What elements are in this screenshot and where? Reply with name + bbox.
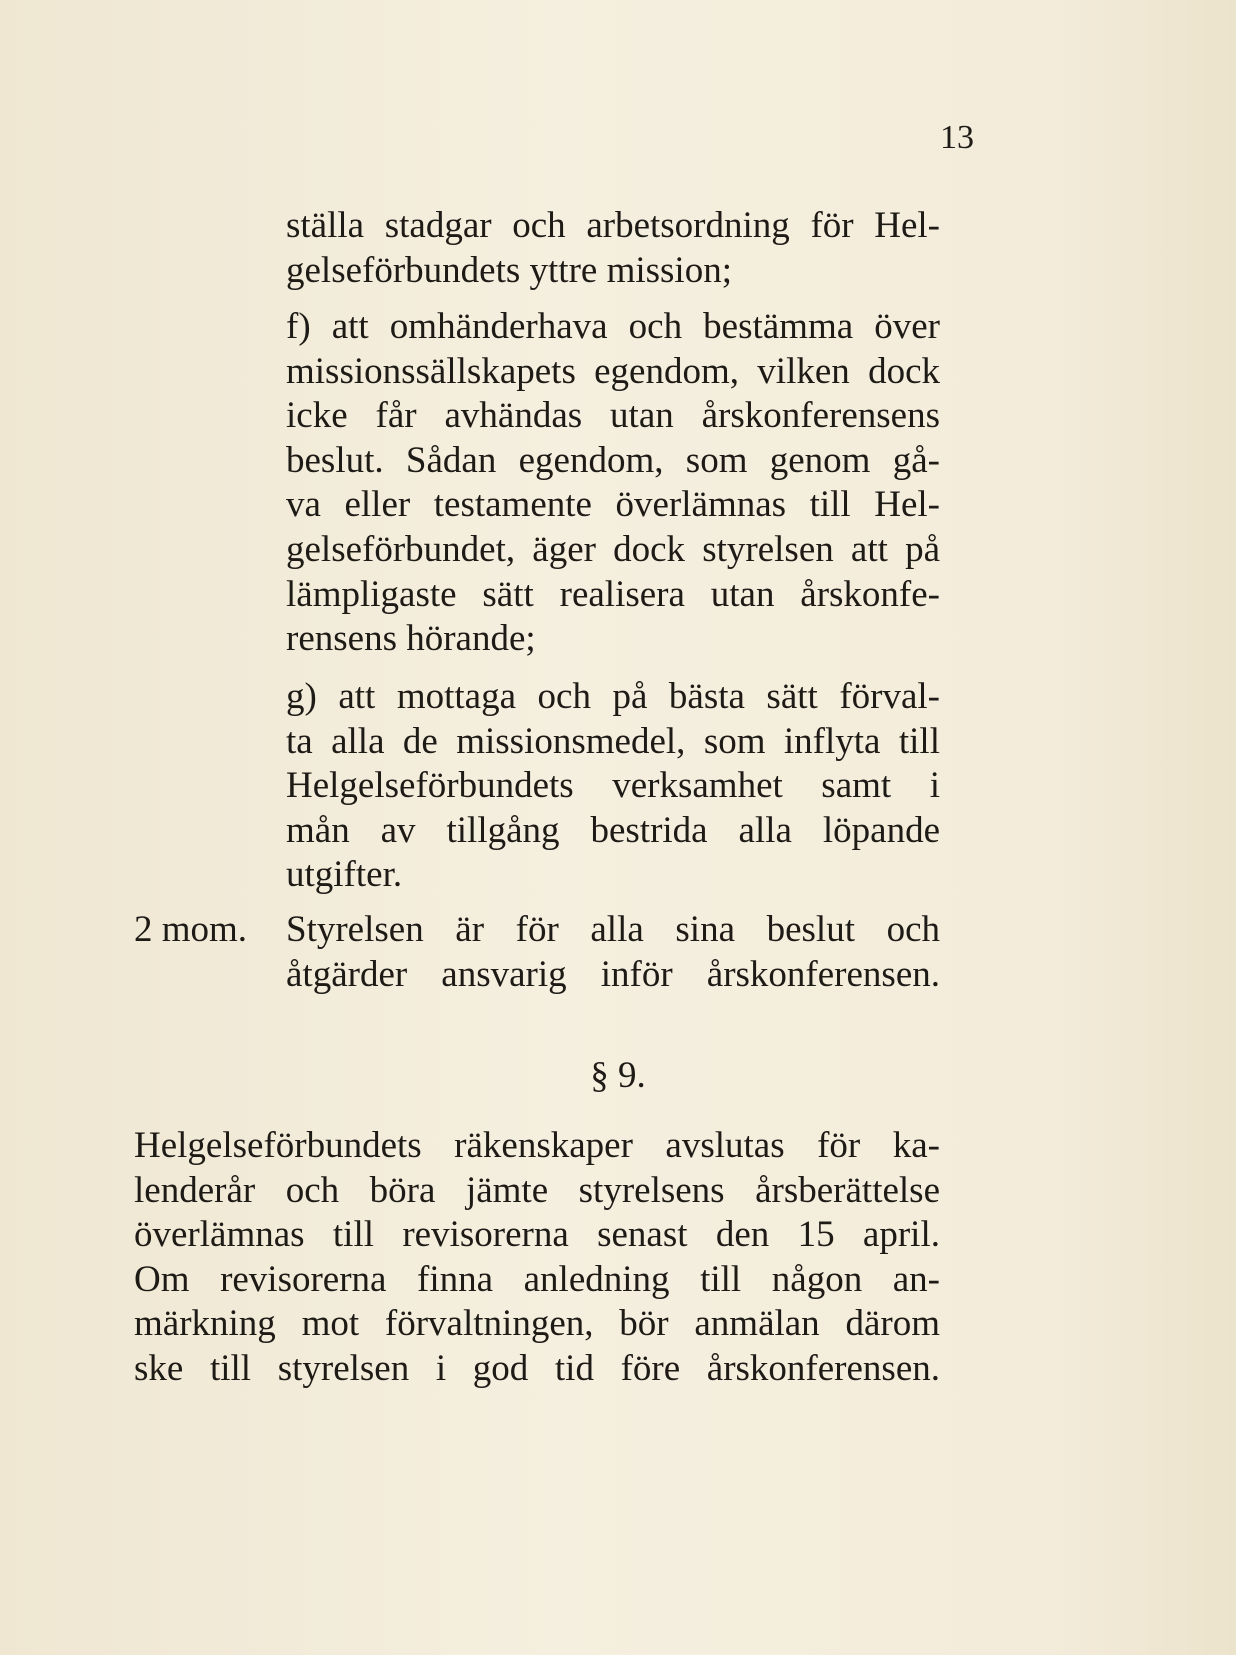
text-line: f) att omhänderhava och bestämma över (286, 306, 940, 347)
text-line: Om revisorerna finna anledning till någon an- (134, 1258, 940, 1300)
text-line: gelseförbundets yttre mission; (286, 249, 732, 291)
text-line: g) att mottaga och på bästa sätt förval- (286, 676, 940, 717)
text-line: ta alla de missionsmedel, som inflyta till (286, 720, 940, 762)
item-g (286, 675, 940, 898)
text-line: utgifter. (286, 854, 403, 896)
section-heading (0, 1054, 1236, 1098)
mom-2-label: 2 mom. (134, 909, 248, 950)
section-9-paragraph (134, 1124, 940, 1392)
text-line: Helgelseförbundets verksamhet samt i (286, 765, 940, 807)
text-line: gelseförbundet, äger dock styrelsen att på (286, 528, 940, 570)
text-line: ställa stadgar och arbetsordning för Hel- (286, 205, 940, 246)
text-line: överlämnas till revisorerna senast den 15 april. (134, 1214, 940, 1256)
item-f (286, 305, 940, 662)
text-line: icke får avhändas utan årskonferensens (286, 395, 940, 437)
text-line: åtgärder ansvarig inför årskonferensen. (286, 953, 940, 995)
text-line: ske till styrelsen i god tid före årskonferensen. (134, 1347, 940, 1389)
section-heading-text: § 9. (590, 1055, 646, 1096)
page-number: 13 (940, 119, 974, 156)
text-line: lämpligaste sätt realisera utan årskonfe- (286, 573, 940, 615)
text-line: rensens hörande; (286, 618, 536, 660)
text-line: Helgelseförbundets räkenskaper avslutas för ka- (134, 1125, 940, 1166)
text-line: märkning mot förvaltningen, bör anmälan därom (134, 1303, 940, 1345)
text-line: beslut. Sådan egendom, som genom gå- (286, 439, 940, 481)
text-line: missionssällskapets egendom, vilken dock (286, 350, 940, 392)
text-line: Styrelsen är för alla sina beslut och (286, 909, 940, 950)
text-line: va eller testamente överlämnas till Hel- (286, 484, 940, 526)
item-e-continuation (286, 204, 940, 293)
text-line: lenderår och böra jämte styrelsens årsberättelse (134, 1169, 940, 1211)
mom-2-text (286, 908, 940, 997)
text-line: mån av tillgång bestrida alla löpande (286, 809, 940, 851)
